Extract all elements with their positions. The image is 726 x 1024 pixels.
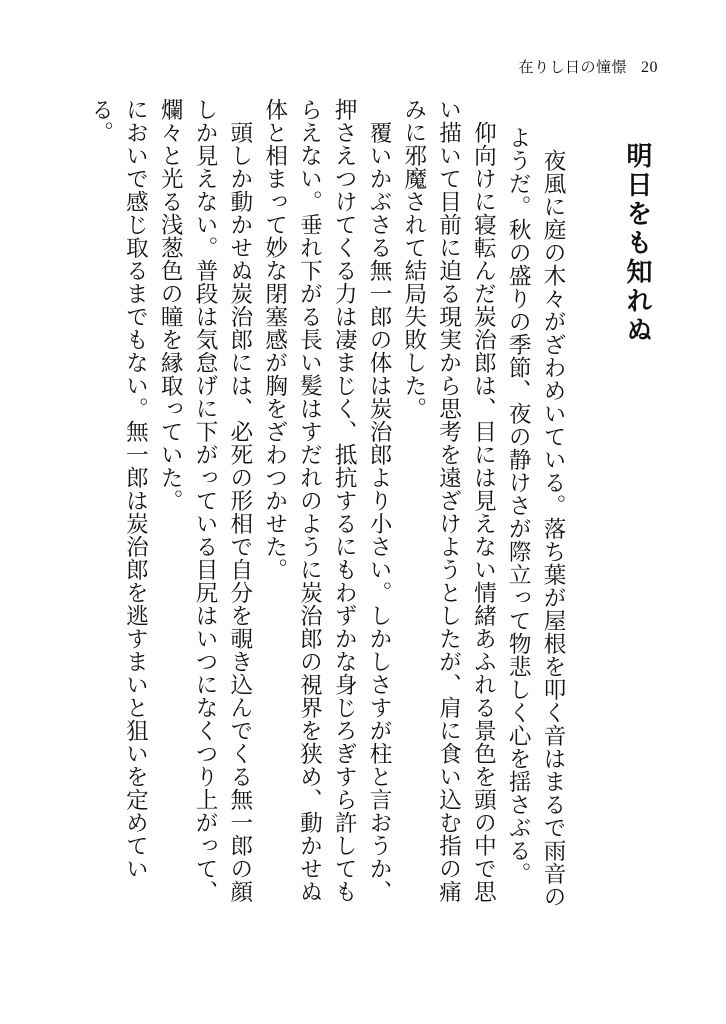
paragraph-2: 仰向けに寝転んだ炭治郎は、目には見えない情緒あふれる景色を頭の中で思い描いて目前に迫る現実から思考を遠ざけようとしたが、肩に食い込む指の痛みに邪魔されて結局失敗した。 [400, 98, 497, 903]
chapter-title: 明日をも知れぬ [622, 142, 652, 345]
page-header [518, 56, 658, 77]
body-text [83, 98, 570, 918]
paragraph-5: においで感じ取るまでもない。無一郎は炭治郎を逃すまいと狙いを定めている。 [87, 98, 149, 880]
paragraph-3: 覆いかぶさる無一郎の体は炭治郎より小さい。しかしさすが柱と言おうか、押さえつけてくる力は凄まじく、抵抗するにもわずかな身じろぎすら許してもらえない。垂れ下がる長い髪はすだれのように炭治郎の視界を狭め、動かせぬ体と相まって妙な閉塞感が胸をざわつかせた。 [261, 98, 393, 903]
running-title: 在りし日の憧憬 [518, 58, 627, 76]
page-number: 20 [641, 59, 658, 76]
paragraph-4: 頭しか動かせぬ炭治郎には、必死の形相で自分を覗き込んでくる無一郎の顔しか見えない。普段は気怠げに下がっている目尻はいつになくつり上がって、爛々と光る浅葱色の瞳を縁取っていた。 [157, 98, 253, 903]
paragraph-1: 夜風に庭の木々がざわめいている。落ち葉が屋根を叩く音はまるで雨音のようだ。秋の盛りの季節、夜の静けさが際立って物悲しく心を揺さぶる。 [505, 126, 566, 908]
